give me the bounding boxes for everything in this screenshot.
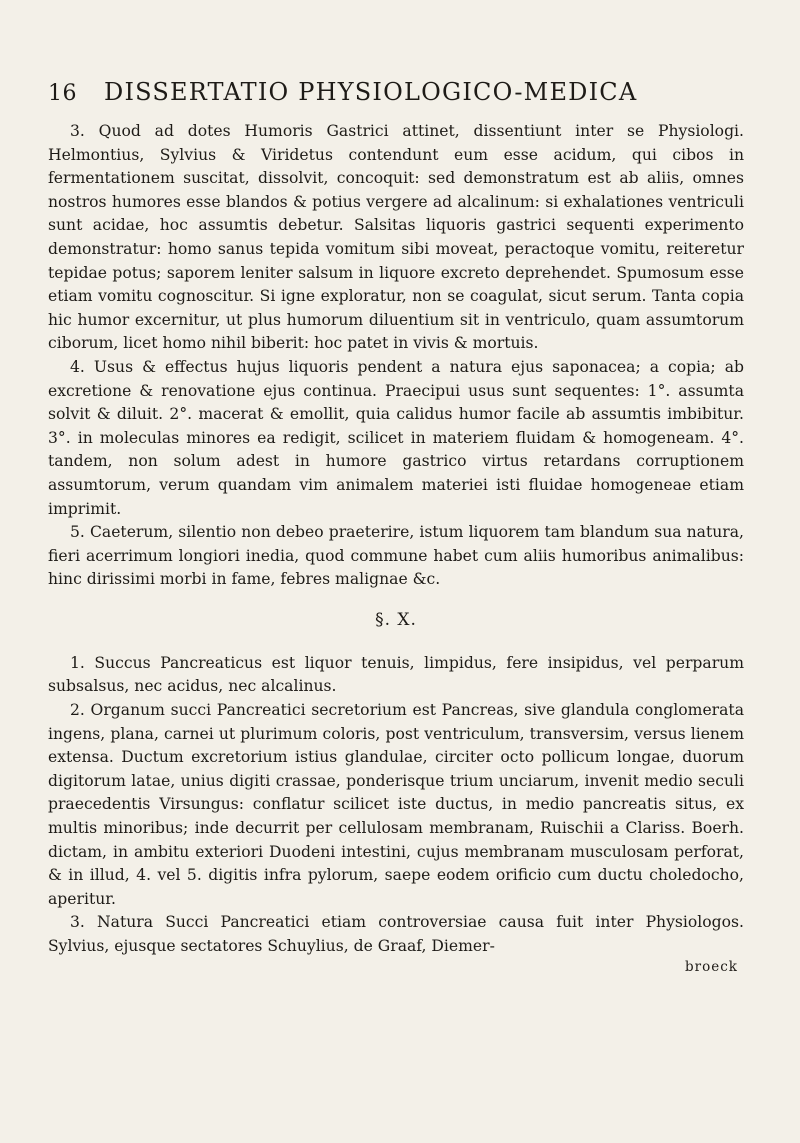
paragraph-3-natura: 3. Natura Succi Pancreatici etiam controversiae causa fuit inter Physiologos. Sylvius, ejusque sectatores Schuylius, de Graaf, Diemer- (48, 913, 744, 955)
section-heading: §. X. (375, 609, 417, 630)
running-title: DISSERTATIO PHYSIOLOGICO-MEDICA (104, 78, 638, 106)
paragraph-4-usus: 4. Usus & effectus hujus liquoris pendent a natura ejus saponacea; a copia; ab excretione & renovatione ejus continua. Praecipui usus sunt sequentes: 1°. assumta solvit & diluit. 2°. macerat & emollit, quia calidus humor facile ab assumtis imbibitur. 3°. in moleculas minores ea redigit, scilicet in materiem fluidam & homogeneam. 4°. tandem, non solum adest in humore gastrico virtus retardans corruptionem assumtorum, verum quandam vim animalem materiei isti fluidae homogeneae etiam imprimit. (48, 357, 744, 518)
page-number: 16 (48, 81, 77, 106)
paragraph-1-succus-pancreaticus: 1. Succus Pancreaticus est liquor tenuis, limpidus, fere insipidus, vel perparum subsalsus, nec acidus, nec alcalinus. (48, 653, 744, 696)
paragraph-2-organum: 2. Organum succi Pancreatici secretorium est Pancreas, sive glandula conglomerata ingens, plana, carnei ut plurimum coloris, post ventriculum, transversim, versus lienem extensa. Ductum excretorium istius glandulae, circiter octo pollicum longae, duorum digitorum latae, unius digiti crassae, ponderisque trium unciarum, invenit medio seculi praecedentis Virsungus: conflatur scilicet iste ductus, in medio pancreatis situs, ex multis minoribus; inde decurrit per cellulosam membranam, Ruischii a Clariss. Boerh. dictam, in ambitu exteriori Duodeni intestini, cujus membranam musculosam perforat, & in illud, 4. vel 5. digitis infra pylorum, saepe eodem orificio cum ductu choledocho, aperitur. (48, 701, 744, 908)
paragraph-5-caeterum: 5. Caeterum, silentio non debeo praeterire, istum liquorem tam blandum sua natura, fieri acerrimum longiori inedia, quod commune habet cum aliis humoribus animalibus: hinc dirissimi morbi in fame, febres malignae &c. (48, 523, 744, 589)
paragraph-3-gastric-humor: 3. Quod ad dotes Humoris Gastrici attinet, dissentiunt inter se Physiologi. Helmontius, Sylvius & Viridetus contendunt eum esse acidum, qui cibos in fermentationem suscitat, dissolvit, concoquit: sed demonstratum est ab aliis, omnes nostros humores esse blandos & potius vergere ad alcalinum: si exhalationes ventriculi sunt acidae, hoc assumtis debetur. Salsitas liquoris gastrici sequenti experimento demonstratur: homo sanus tepida vomitum sibi moveat, peractoque vomitu, reiteretur tepidae potus; saporem leniter salsum in liquore excreto deprehendet. Spumosum esse etiam vomitu cognoscitur. Si igne exploratur, non se coagulat, sicut serum. Tanta copia hic humor excernitur, ut plus humorum diluentium sit in ventriculo, quam assumtorum ciborum, licet homo nihil biberit: hoc patet in vivis & mortuis. (48, 122, 744, 353)
running-head (48, 78, 744, 106)
catchword: broeck (685, 958, 738, 975)
